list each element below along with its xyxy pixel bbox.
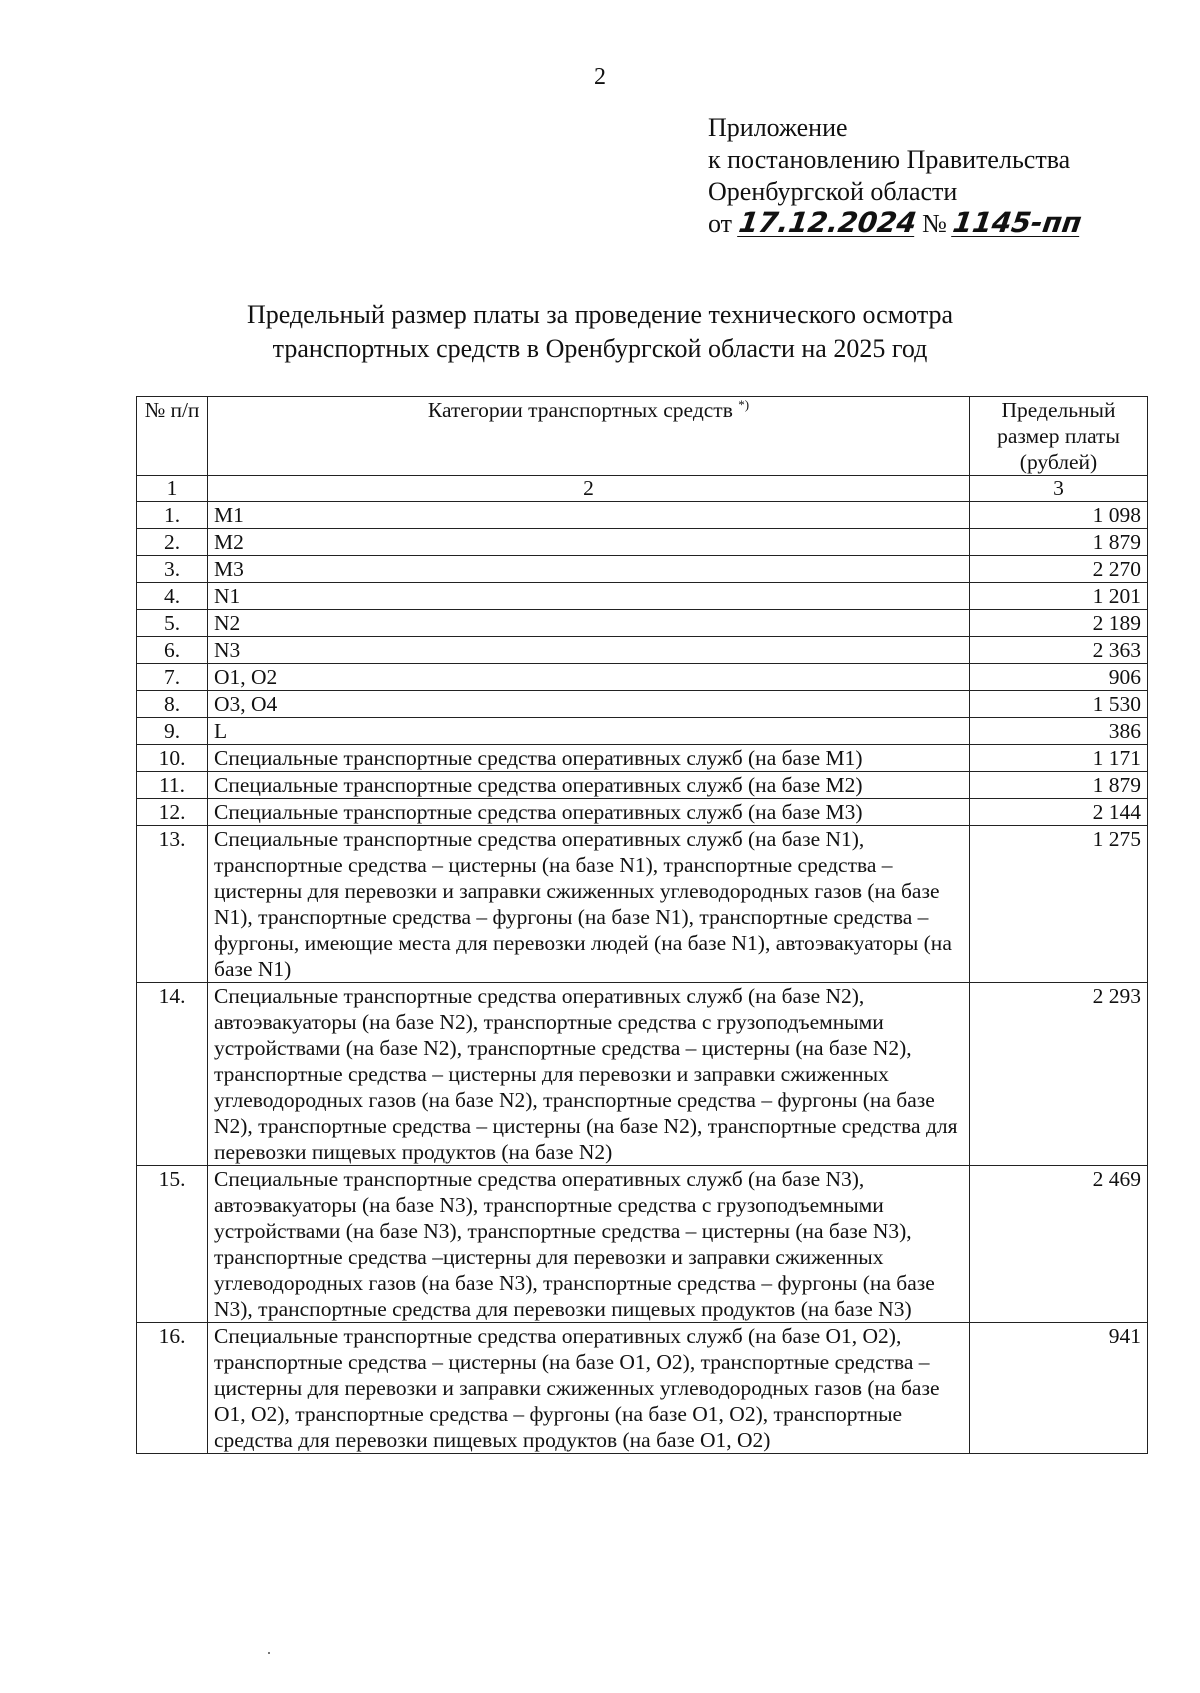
row-fee: 1 879	[970, 529, 1148, 556]
table-row	[137, 772, 1148, 799]
table-row	[137, 983, 1148, 1166]
row-number: 11.	[137, 772, 208, 799]
row-category: M3	[208, 556, 970, 583]
index-cell: 1	[137, 476, 208, 502]
row-fee: 2 270	[970, 556, 1148, 583]
table-row	[137, 556, 1148, 583]
table-body	[137, 502, 1148, 1454]
row-number: 15.	[137, 1166, 208, 1323]
appendix-region: Оренбургской области	[708, 177, 958, 206]
row-number: 2.	[137, 529, 208, 556]
row-number: 10.	[137, 745, 208, 772]
table-row	[137, 1166, 1148, 1323]
row-category: M1	[208, 502, 970, 529]
document-title-line-2: транспортных средств в Оренбургской области на 2025 год	[272, 334, 928, 363]
row-fee: 2 293	[970, 983, 1148, 1166]
row-category: M2	[208, 529, 970, 556]
fees-table	[136, 396, 1148, 1454]
table-row	[137, 826, 1148, 983]
row-number: 9.	[137, 718, 208, 745]
row-category: N2	[208, 610, 970, 637]
date-prefix: от	[708, 209, 733, 238]
appendix-resolution: к постановлению Правительства	[708, 145, 1071, 174]
row-fee: 941	[970, 1323, 1148, 1454]
table-row	[137, 610, 1148, 637]
row-category: Специальные транспортные средства оперативных служб (на базе N2), автоэвакуаторы (на базе N2), транспортные средства с грузоподъемными устройствами (на базе N2), транспортные средства – цистерны (на базе N2), транспортные средства – цистерны для перевозки и заправки сжиженных углеводородных газов (на базе N2), транспортные средства – фургоны (на базе N2), транспортные средства – цистерны (на базе N2), транспортные средства для перевозки пищевых продуктов (на базе N2)	[208, 983, 970, 1166]
row-number: 3.	[137, 556, 208, 583]
header-category: Категории транспортных средств *)	[208, 397, 970, 476]
row-fee: 2 189	[970, 610, 1148, 637]
appendix-date-line	[708, 206, 1085, 240]
table-row	[137, 799, 1148, 826]
row-number: 16.	[137, 1323, 208, 1454]
row-fee: 1 275	[970, 826, 1148, 983]
index-cell: 2	[208, 476, 970, 502]
row-number: 6.	[137, 637, 208, 664]
row-number: 14.	[137, 983, 208, 1166]
document-title	[0, 298, 1200, 366]
row-number: 5.	[137, 610, 208, 637]
row-fee: 1 171	[970, 745, 1148, 772]
row-number: 13.	[137, 826, 208, 983]
document-title-line-1: Предельный размер платы за проведение технического осмотра	[246, 300, 954, 329]
number-prefix: №	[922, 209, 947, 238]
row-fee: 1 879	[970, 772, 1148, 799]
handwritten-number: 1145-пп	[951, 206, 1085, 239]
row-number: 12.	[137, 799, 208, 826]
table-row	[137, 664, 1148, 691]
table-row	[137, 691, 1148, 718]
row-fee: 2 469	[970, 1166, 1148, 1323]
row-category: Специальные транспортные средства оперативных служб (на базе M3)	[208, 799, 970, 826]
table-row	[137, 529, 1148, 556]
row-category: Специальные транспортные средства оперативных служб (на базе M1)	[208, 745, 970, 772]
index-cell: 3	[970, 476, 1148, 502]
appendix-title: Приложение	[708, 113, 848, 142]
header-num: № п/п	[137, 397, 208, 476]
row-fee: 2 363	[970, 637, 1148, 664]
table-row	[137, 583, 1148, 610]
table-index-row	[137, 476, 1148, 502]
row-category: L	[208, 718, 970, 745]
row-number: 1.	[137, 502, 208, 529]
header-footnote-mark: *)	[738, 396, 750, 412]
row-number: 8.	[137, 691, 208, 718]
header-fee: Предельный размер платы (рублей)	[970, 397, 1148, 476]
table-row	[137, 1323, 1148, 1454]
row-category: N1	[208, 583, 970, 610]
row-category: Специальные транспортные средства оперативных служб (на базе N3), автоэвакуаторы (на базе N3), транспортные средства с грузоподъемными устройствами (на базе N3), транспортные средства – цистерны (на базе N3), транспортные средства –цистерны для перевозки и заправки сжиженных углеводородных газов (на базе N3), транспортные средства – фургоны (на базе N3), транспортные средства для перевозки пищевых продуктов (на базе N3)	[208, 1166, 970, 1323]
appendix-header	[708, 112, 1085, 240]
table-row	[137, 745, 1148, 772]
row-number: 7.	[137, 664, 208, 691]
row-category: Специальные транспортные средства оперативных служб (на базе O1, O2), транспортные средства – цистерны (на базе O1, O2), транспортные средства – цистерны для перевозки и заправки сжиженных углеводородных газов (на базе O1, O2), транспортные средства – фургоны (на базе O1, O2), транспортные средства для перевозки пищевых продуктов (на базе O1, O2)	[208, 1323, 970, 1454]
row-category: O3, O4	[208, 691, 970, 718]
row-fee: 386	[970, 718, 1148, 745]
row-fee: 1 098	[970, 502, 1148, 529]
page-number: 2	[594, 64, 606, 90]
table-row	[137, 718, 1148, 745]
table-row	[137, 502, 1148, 529]
row-category: N3	[208, 637, 970, 664]
row-number: 4.	[137, 583, 208, 610]
row-category: Специальные транспортные средства оперативных служб (на базе N1), транспортные средства – цистерны (на базе N1), транспортные средства – цистерны для перевозки и заправки сжиженных углеводородных газов (на базе N1), транспортные средства – фургоны (на базе N1), транспортные средства – фургоны, имеющие места для перевозки людей (на базе N1), автоэвакуаторы (на базе N1)	[208, 826, 970, 983]
table-row	[137, 637, 1148, 664]
table-header-row	[137, 397, 1148, 476]
row-category: O1, O2	[208, 664, 970, 691]
scan-speck	[268, 1652, 270, 1654]
handwritten-date: 17.12.2024	[736, 206, 919, 239]
row-category: Специальные транспортные средства оперативных служб (на базе M2)	[208, 772, 970, 799]
row-fee: 1 201	[970, 583, 1148, 610]
row-fee: 2 144	[970, 799, 1148, 826]
row-fee: 906	[970, 664, 1148, 691]
row-fee: 1 530	[970, 691, 1148, 718]
